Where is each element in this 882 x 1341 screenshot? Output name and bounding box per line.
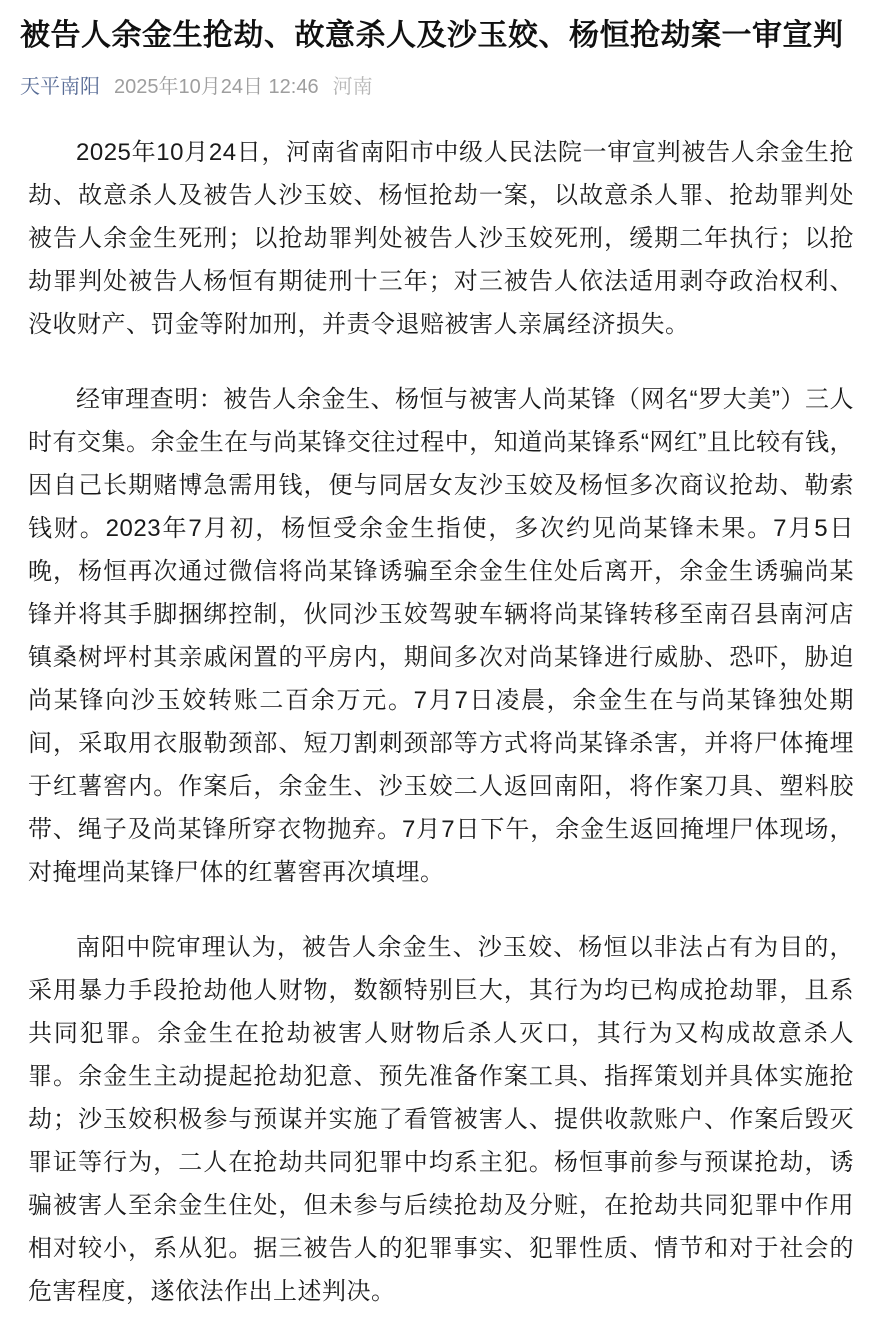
article-paragraph: 2025年10月24日，河南省南阳市中级人民法院一审宣判被告人余金生抢劫、故意杀人及被告人沙玉姣、杨恒抢劫一案，以故意杀人罪、抢劫罪判处被告人余金生死刑；以抢劫罪判处被告人沙玉姣死刑，缓期二年执行；以抢劫罪判处被告人杨恒有期徒刑十三年；对三被告人依法适用剥夺政治权利、没收财产、罚金等附加刑，并责令退赔被害人亲属经济损失。 (28, 138, 854, 338)
article-paragraph: 经审理查明：被告人余金生、杨恒与被害人尚某锋（网名“罗大美”）三人时有交集。余金生在与尚某锋交往过程中，知道尚某锋系“网红”且比较有钱，因自己长期赌博急需用钱，便与同居女友沙玉姣及杨恒多次商议抢劫、勒索钱财。2023年7月初，杨恒受余金生指使，多次约见尚某锋未果。7月5日晚，杨恒再次通过微信将尚某锋诱骗至余金生住处后离开，余金生诱骗尚某锋并将其手脚捆绑控制，伙同沙玉姣驾驶车辆将尚某锋转移至南召县南河店镇桑树坪村其亲戚闲置的平房内，期间多次对尚某锋进行威胁、恐吓，胁迫尚某锋向沙玉姣转账二百余万元。7月7日凌晨，余金生在与尚某锋独处期间，采取用衣服勒颈部、短刀割刺颈部等方式将尚某锋杀害，并将尸体掩埋于红薯窖内。作案后，余金生、沙玉姣二人返回南阳，将作案刀具、塑料胶带、绳子及尚某锋所穿衣物抛弃。7月7日下午，余金生返回掩埋尸体现场，对掩埋尚某锋尸体的红薯窖再次填埋。 (28, 385, 854, 886)
article-paragraph: 南阳中院审理认为，被告人余金生、沙玉姣、杨恒以非法占有为目的，采用暴力手段抢劫他人财物，数额特别巨大，其行为均已构成抢劫罪，且系共同犯罪。余金生在抢劫被害人财物后杀人灭口，其行为又构成故意杀人罪。余金生主动提起抢劫犯意、预先准备作案工具、指挥策划并具体实施抢劫；沙玉姣积极参与预谋并实施了看管被害人、提供收款账户、作案后毁灭罪证等行为，二人在抢劫共同犯罪中均系主犯。杨恒事前参与预谋抢劫，诱骗被害人至余金生住处，但未参与后续抢劫及分赃，在抢劫共同犯罪中作用相对较小，系从犯。据三被告人的犯罪事实、犯罪性质、情节和对于社会的危害程度，遂依法作出上述判决。 (28, 933, 854, 1305)
article-title: 被告人余金生抢劫、故意杀人及沙玉姣、杨恒抢劫案一审宣判 (20, 19, 844, 52)
account-name-link[interactable]: 天平南阳 (20, 75, 100, 98)
publish-datetime: 2025年10月24日 12:46 (114, 75, 319, 98)
publish-location: 河南 (332, 75, 373, 98)
article-meta (20, 75, 862, 99)
article-body (20, 131, 862, 1313)
